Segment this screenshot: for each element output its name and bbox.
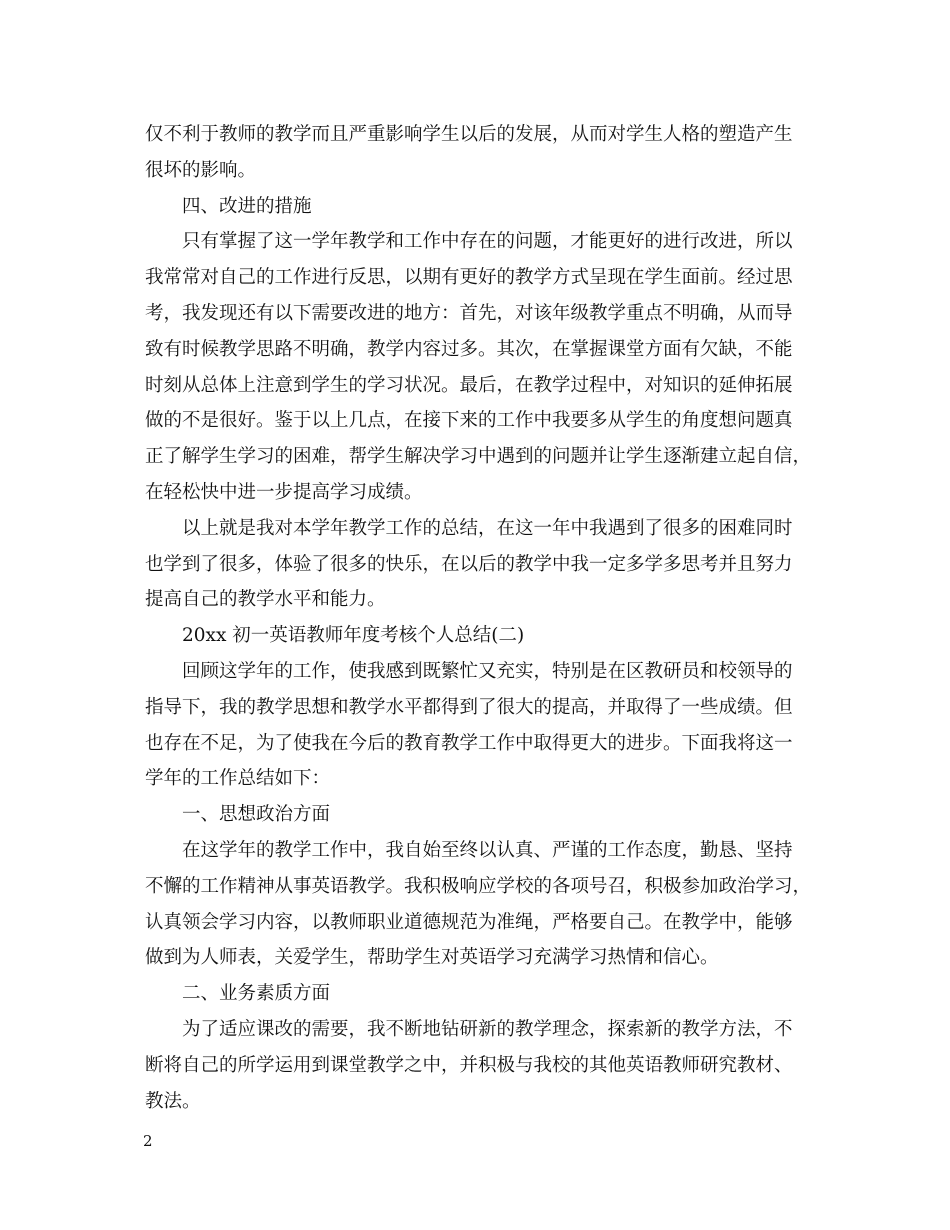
text-line: 致有时候教学思路不明确，教学内容过多。其次，在掌握课堂方面有欠缺，不能 xyxy=(145,338,793,360)
text-line: 学年的工作总结如下： xyxy=(145,768,331,790)
text-line: 20xx 初一英语教师年度考核个人总结(二) xyxy=(182,625,525,647)
text-line: 教法。 xyxy=(145,1090,201,1112)
text-line: 四、改进的措施 xyxy=(182,195,312,217)
text-line: 做到为人师表，关爱学生，帮助学生对英语学习充满学习热情和信心。 xyxy=(145,947,719,969)
text-line: 一、思想政治方面 xyxy=(182,804,331,826)
text-line: 断将自己的所学运用到课堂教学之中，并积极与我校的其他英语教师研究教材、 xyxy=(145,1054,793,1076)
text-line: 为了适应课改的需要，我不断地钻研新的教学理念，探索新的教学方法，不 xyxy=(182,1018,793,1040)
text-line: 时刻从总体上注意到学生的学习状况。最后，在教学过程中，对知识的延伸拓展 xyxy=(145,374,793,396)
text-line: 提高自己的教学水平和能力。 xyxy=(145,589,386,611)
text-line: 不懈的工作精神从事英语教学。我积极响应学校的各项号召，积极参加政治学习， xyxy=(145,875,812,897)
text-line: 我常常对自己的工作进行反思，以期有更好的教学方式呈现在学生面前。经过思 xyxy=(145,267,793,289)
text-line: 也存在不足，为了使我在今后的教育教学工作中取得更大的进步。下面我将这一 xyxy=(145,732,793,754)
text-line: 仅不利于教师的教学而且严重影响学生以后的发展，从而对学生人格的塑造产生 xyxy=(145,124,793,145)
text-line: 指导下，我的教学思想和教学水平都得到了很大的提高，并取得了一些成绩。但 xyxy=(145,696,793,718)
text-line: 认真领会学习内容，以教师职业道德规范为准绳，严格要自己。在教学中，能够 xyxy=(145,911,793,933)
text-line: 在轻松快中进一步提高学习成绩。 xyxy=(145,481,423,503)
text-line: 回顾这学年的工作，使我感到既繁忙又充实，特别是在区教研员和校领导的 xyxy=(182,660,793,682)
text-line: 正了解学生学习的困难，帮学生解决学习中遇到的问题并让学生逐渐建立起自信， xyxy=(145,446,812,468)
text-line: 二、业务素质方面 xyxy=(182,983,331,1005)
text-line: 只有掌握了这一学年教学和工作中存在的问题，才能更好的进行改进，所以 xyxy=(182,231,793,253)
text-line: 做的不是很好。鉴于以上几点，在接下来的工作中我要多从学生的角度想问题真 xyxy=(145,410,793,432)
text-line: 以上就是我对本学年教学工作的总结，在这一年中我遇到了很多的困难同时 xyxy=(182,517,793,539)
body-text xyxy=(145,117,812,1119)
text-line: 在这学年的教学工作中，我自始至终以认真、严谨的工作态度，勤恳、坚持 xyxy=(182,839,793,861)
text-line: 很坏的影响。 xyxy=(145,159,257,181)
text-line: 也学到了很多，体验了很多的快乐，在以后的教学中我一定多学多思考并且努力 xyxy=(145,553,793,575)
text-line: 考，我发现还有以下需要改进的地方：首先，对该年级教学重点不明确，从而导 xyxy=(145,302,793,324)
page-number: 2 xyxy=(143,1132,153,1150)
